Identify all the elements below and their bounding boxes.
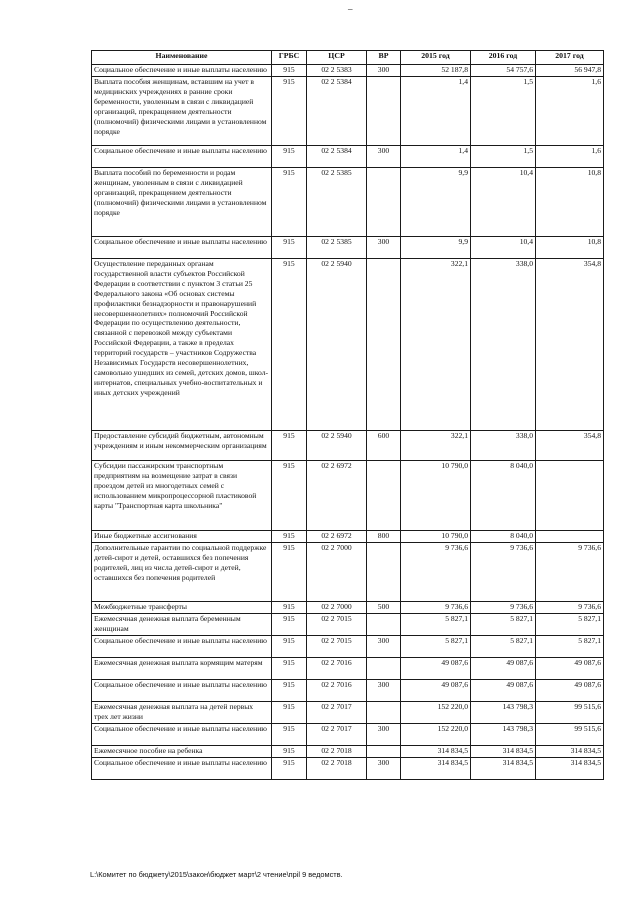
- table-header-row: [92, 51, 604, 65]
- col-header-grbs: ГРБС: [272, 51, 307, 65]
- row-2016: 10,4: [471, 237, 536, 259]
- row-csr: 02 2 5940: [307, 431, 367, 461]
- row-vr: 300: [367, 237, 401, 259]
- row-2016: 10,4: [471, 168, 536, 237]
- row-grbs: 915: [272, 259, 307, 431]
- row-name: Социальное обеспечение и иные выплаты населению: [92, 758, 272, 780]
- row-2017: 5 827,1: [536, 636, 604, 658]
- row-2015: 10 790,0: [401, 461, 471, 531]
- row-2017: 56 947,8: [536, 65, 604, 77]
- row-grbs: 915: [272, 724, 307, 746]
- row-grbs: 915: [272, 702, 307, 724]
- row-name: Ежемесячное пособие на ребенка: [92, 746, 272, 758]
- table-row: [92, 746, 604, 758]
- table-row: [92, 636, 604, 658]
- table-row: [92, 658, 604, 680]
- table-row: [92, 431, 604, 461]
- table-row: [92, 77, 604, 146]
- row-vr: 300: [367, 146, 401, 168]
- row-2017: [536, 531, 604, 543]
- row-csr: 02 2 7000: [307, 543, 367, 602]
- row-grbs: 915: [272, 531, 307, 543]
- row-2015: 314 834,5: [401, 746, 471, 758]
- row-vr: [367, 168, 401, 237]
- row-2017: 49 087,6: [536, 658, 604, 680]
- row-2015: 9 736,6: [401, 543, 471, 602]
- row-2015: 10 790,0: [401, 531, 471, 543]
- row-grbs: 915: [272, 431, 307, 461]
- row-vr: [367, 658, 401, 680]
- row-2017: 354,8: [536, 259, 604, 431]
- row-vr: [367, 746, 401, 758]
- row-csr: 02 2 5385: [307, 168, 367, 237]
- row-grbs: 915: [272, 461, 307, 531]
- row-grbs: 915: [272, 168, 307, 237]
- row-2016: 338,0: [471, 259, 536, 431]
- row-2017: 10,8: [536, 237, 604, 259]
- row-2015: 9,9: [401, 237, 471, 259]
- row-2015: 322,1: [401, 431, 471, 461]
- row-2016: 9 736,6: [471, 543, 536, 602]
- row-name: Выплата пособия женщинам, вставшим на учет в медицинских учреждениях в ранние сроки беременности, уволенным в связи с ликвидацией организаций, прекращением деятельности (полномочий) физическими лицами в установленном порядке: [92, 77, 272, 146]
- table-row: [92, 168, 604, 237]
- row-csr: 02 2 7018: [307, 746, 367, 758]
- row-csr: 02 2 7018: [307, 758, 367, 780]
- row-2016: 143 798,3: [471, 724, 536, 746]
- row-vr: 300: [367, 758, 401, 780]
- row-csr: 02 2 7017: [307, 702, 367, 724]
- row-2017: 354,8: [536, 431, 604, 461]
- row-grbs: 915: [272, 658, 307, 680]
- row-2016: 5 827,1: [471, 636, 536, 658]
- col-header-name: Наименование: [92, 51, 272, 65]
- row-name: Социальное обеспечение и иные выплаты населению: [92, 636, 272, 658]
- row-2016: 54 757,6: [471, 65, 536, 77]
- row-2017: 314 834,5: [536, 758, 604, 780]
- table-row: [92, 531, 604, 543]
- table-row: [92, 702, 604, 724]
- row-2017: 99 515,6: [536, 702, 604, 724]
- row-2017: 99 515,6: [536, 724, 604, 746]
- row-grbs: 915: [272, 602, 307, 614]
- row-name: Социальное обеспечение и иные выплаты населению: [92, 146, 272, 168]
- col-header-csr: ЦСР: [307, 51, 367, 65]
- row-2017: 49 087,6: [536, 680, 604, 702]
- row-vr: 500: [367, 602, 401, 614]
- row-csr: 02 2 7015: [307, 636, 367, 658]
- row-2017: 1,6: [536, 77, 604, 146]
- row-name: Выплата пособий по беременности и родам женщинам, уволенным в связи с ликвидацией организаций, прекращением деятельности (полномочий) физическими лицами в установленном порядке: [92, 168, 272, 237]
- row-2015: 9 736,6: [401, 602, 471, 614]
- row-csr: 02 2 7015: [307, 614, 367, 636]
- row-csr: 02 2 7017: [307, 724, 367, 746]
- row-2015: 5 827,1: [401, 636, 471, 658]
- row-vr: 300: [367, 65, 401, 77]
- row-csr: 02 2 7000: [307, 602, 367, 614]
- row-csr: 02 2 5383: [307, 65, 367, 77]
- table-row: [92, 461, 604, 531]
- row-grbs: 915: [272, 543, 307, 602]
- budget-table: [91, 50, 604, 780]
- table-row: [92, 680, 604, 702]
- row-2016: 49 087,6: [471, 680, 536, 702]
- row-2017: [536, 461, 604, 531]
- table-row: [92, 614, 604, 636]
- row-2016: 314 834,5: [471, 758, 536, 780]
- row-2015: 49 087,6: [401, 680, 471, 702]
- row-name: Осуществление переданных органам государственной власти субъектов Российской Федерации в соответствии с пунктом 3 статьи 25 Федерального закона «Об основах системы профилактики безнадзорности и правонарушений несовершеннолетних» полномочий Российской Федерации по осуществлению деятельности, связанной с перевозкой между субъектами Российской Федерации, а также в пределах территорий государств – участников Содружества Независимых Государств несовершеннолетних, самовольно ушедших из семей, детских домов, школ-интернатов, специальных учебно-воспитательных и иных детских учреждений: [92, 259, 272, 431]
- row-vr: [367, 77, 401, 146]
- row-2016: 143 798,3: [471, 702, 536, 724]
- row-csr: 02 2 7016: [307, 658, 367, 680]
- row-name: Ежемесячная денежная выплата кормящим матерям: [92, 658, 272, 680]
- row-csr: 02 2 6972: [307, 461, 367, 531]
- row-name: Социальное обеспечение и иные выплаты населению: [92, 237, 272, 259]
- row-vr: 600: [367, 431, 401, 461]
- row-csr: 02 2 6972: [307, 531, 367, 543]
- row-2017: 1,6: [536, 146, 604, 168]
- row-grbs: 915: [272, 65, 307, 77]
- row-grbs: 915: [272, 614, 307, 636]
- row-vr: 300: [367, 724, 401, 746]
- row-2017: 5 827,1: [536, 614, 604, 636]
- row-name: Социальное обеспечение и иные выплаты населению: [92, 680, 272, 702]
- row-vr: 300: [367, 636, 401, 658]
- row-2016: 1,5: [471, 146, 536, 168]
- table-row: [92, 543, 604, 602]
- row-2016: 8 040,0: [471, 531, 536, 543]
- file-path-footer: L:\Комитет по бюджету\2015\закон\бюджет март\2 чтение\прil 9 ведомств.: [90, 870, 343, 879]
- row-2015: 152 220,0: [401, 702, 471, 724]
- row-2015: 314 834,5: [401, 758, 471, 780]
- row-name: Социальное обеспечение и иные выплаты населению: [92, 724, 272, 746]
- row-grbs: 915: [272, 758, 307, 780]
- col-header-2015: 2015 год: [401, 51, 471, 65]
- row-csr: 02 2 5940: [307, 259, 367, 431]
- row-2015: 5 827,1: [401, 614, 471, 636]
- row-2016: 1,5: [471, 77, 536, 146]
- row-vr: [367, 702, 401, 724]
- row-grbs: 915: [272, 77, 307, 146]
- row-vr: 300: [367, 680, 401, 702]
- col-header-2017: 2017 год: [536, 51, 604, 65]
- row-name: Дополнительные гарантии по социальной поддержке детей-сирот и детей, оставшихся без попечения родителей, лиц из числа детей-сирот и детей, оставшихся без попечения родителей: [92, 543, 272, 602]
- row-csr: 02 2 5384: [307, 77, 367, 146]
- table-row: [92, 65, 604, 77]
- col-header-vr: ВР: [367, 51, 401, 65]
- row-2015: 9,9: [401, 168, 471, 237]
- table-row: [92, 602, 604, 614]
- row-name: Ежемесячная денежная выплата беременным женщинам: [92, 614, 272, 636]
- row-csr: 02 2 7016: [307, 680, 367, 702]
- row-2017: 9 736,6: [536, 543, 604, 602]
- table-row: [92, 259, 604, 431]
- row-grbs: 915: [272, 237, 307, 259]
- row-grbs: 915: [272, 680, 307, 702]
- row-2016: 9 736,6: [471, 602, 536, 614]
- table-row: [92, 758, 604, 780]
- row-csr: 02 2 5385: [307, 237, 367, 259]
- row-2016: 49 087,6: [471, 658, 536, 680]
- row-vr: [367, 614, 401, 636]
- row-2016: 338,0: [471, 431, 536, 461]
- row-name: Межбюджетные трансферты: [92, 602, 272, 614]
- page-mark: –: [348, 4, 353, 14]
- row-2015: 1,4: [401, 146, 471, 168]
- row-name: Иные бюджетные ассигнования: [92, 531, 272, 543]
- row-name: Предоставление субсидий бюджетным, автономным учреждениям и иным некоммерческим организациям: [92, 431, 272, 461]
- row-grbs: 915: [272, 746, 307, 758]
- row-2017: 10,8: [536, 168, 604, 237]
- row-2016: 314 834,5: [471, 746, 536, 758]
- table-row: [92, 724, 604, 746]
- row-grbs: 915: [272, 146, 307, 168]
- row-2016: 5 827,1: [471, 614, 536, 636]
- row-csr: 02 2 5384: [307, 146, 367, 168]
- row-2015: 322,1: [401, 259, 471, 431]
- row-2016: 8 040,0: [471, 461, 536, 531]
- row-vr: [367, 543, 401, 602]
- row-name: Субсидии пассажирским транспортным предприятиям на возмещение затрат в связи проездом детей из многодетных семей с использованием микропроцессорной пластиковой карты "Транспортная карта школьника": [92, 461, 272, 531]
- row-2017: 314 834,5: [536, 746, 604, 758]
- row-vr: [367, 259, 401, 431]
- row-2017: 9 736,6: [536, 602, 604, 614]
- row-name: Ежемесячная денежная выплата на детей первых трех лет жизни: [92, 702, 272, 724]
- row-name: Социальное обеспечение и иные выплаты населению: [92, 65, 272, 77]
- row-2015: 1,4: [401, 77, 471, 146]
- col-header-2016: 2016 год: [471, 51, 536, 65]
- row-grbs: 915: [272, 636, 307, 658]
- row-2015: 152 220,0: [401, 724, 471, 746]
- row-2015: 49 087,6: [401, 658, 471, 680]
- row-vr: [367, 461, 401, 531]
- row-vr: 800: [367, 531, 401, 543]
- row-2015: 52 187,8: [401, 65, 471, 77]
- table-row: [92, 237, 604, 259]
- table-row: [92, 146, 604, 168]
